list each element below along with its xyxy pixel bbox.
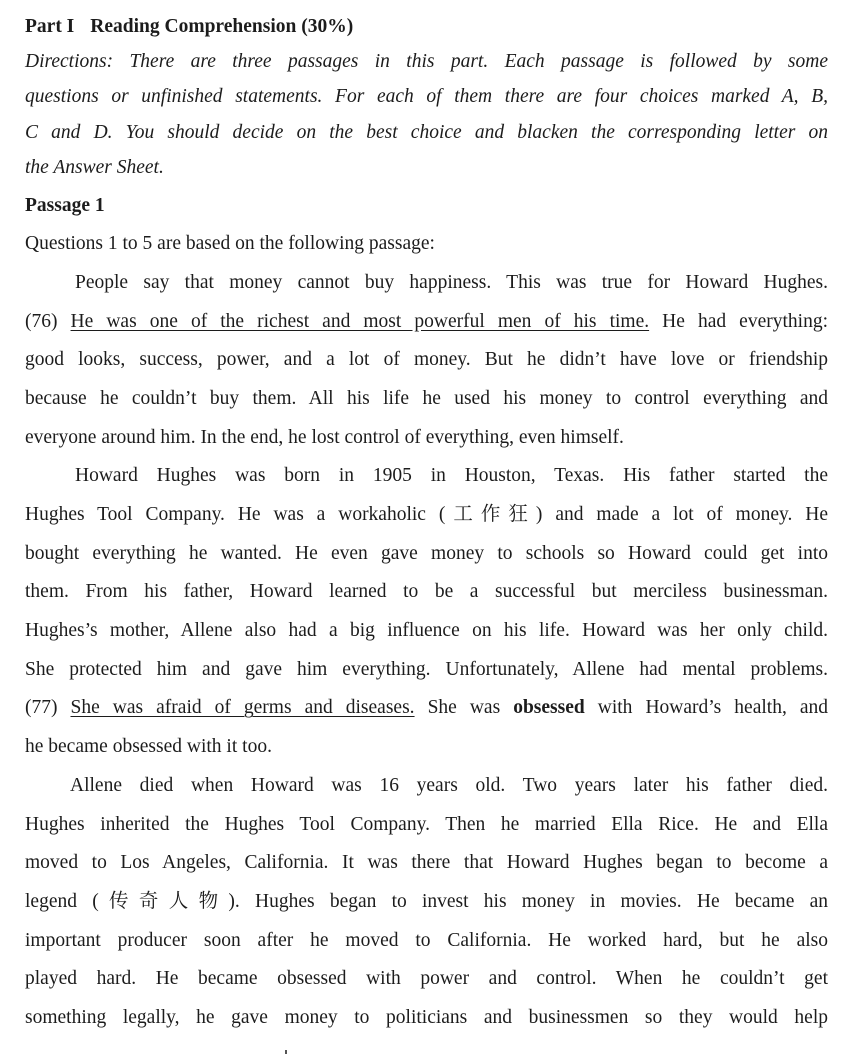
text-span: with Howard’s health, and (584, 697, 828, 719)
underlined-sentence: She was afraid of germs and diseases. (70, 697, 415, 719)
paragraph-3 (25, 767, 828, 1038)
exam-page (25, 12, 828, 1038)
text-line: She protected him and gave him everything. Unfortunately, Allene had mental problems. (25, 658, 828, 680)
directions (25, 44, 828, 185)
text-span: He had everything: (649, 310, 828, 332)
paragraph-2 (25, 457, 828, 767)
directions-line: the Answer Sheet. (25, 156, 164, 178)
scan-mark (285, 1050, 287, 1054)
directions-line: C and D. You should decide on the best choice and blacken the corresponding letter on (25, 121, 828, 143)
question-number: (77) (25, 697, 71, 719)
paragraph-1 (25, 264, 828, 457)
part-label: Part I (25, 16, 75, 37)
text-span: She was (414, 697, 514, 719)
directions-line: questions or unfinished statements. For each of them there are four choices marked A, B, (25, 86, 828, 108)
question-number: (76) (25, 310, 71, 332)
section-heading (25, 12, 828, 44)
text-line: important producer soon after he moved to California. He worked hard, but he also (25, 929, 828, 951)
text-line: Hughes’s mother, Allene also had a big influence on his life. Howard was her only child. (25, 620, 828, 642)
text-line: People say that money cannot buy happiness. This was true for Howard Hughes. (75, 271, 828, 293)
text-line: Hughes Tool Company. He was a workaholic (工作狂) and made a lot of money. He (25, 504, 828, 525)
section-title: Reading Comprehension (30%) (90, 16, 354, 37)
text-line: everyone around him. In the end, he lost control of everything, even himself. (25, 426, 624, 448)
text-line: moved to Los Angeles, California. It was there that Howard Hughes began to become a (25, 852, 828, 874)
text-line: them. From his father, Howard learned to be a successful but merciless businessman. (25, 581, 828, 603)
text-line: Allene died when Howard was 16 years old. Two years later his father died. (70, 774, 828, 796)
passage-intro: Questions 1 to 5 are based on the following passage: (25, 233, 435, 255)
underlined-sentence: He was one of the richest and most powerful men of his time. (70, 310, 650, 332)
directions-line: Directions: There are three passages in this part. Each passage is followed by some (25, 51, 828, 72)
text-line (25, 303, 828, 342)
bold-word: obsessed (513, 697, 585, 719)
text-line: legend (传奇人物). Hughes began to invest his money in movies. He became an (25, 890, 828, 912)
passage-title: Passage 1 (25, 195, 105, 217)
text-line: because he couldn’t buy them. All his life he used his money to control everything and (25, 387, 828, 409)
text-line (25, 689, 828, 728)
text-line: he became obsessed with it too. (25, 736, 272, 758)
text-line: good looks, success, power, and a lot of money. But he didn’t have love or friendship (25, 349, 828, 371)
text-line: something legally, he gave money to politicians and businessmen so they would help (25, 1006, 828, 1028)
text-line: played hard. He became obsessed with power and control. When he couldn’t get (25, 968, 828, 990)
text-line: Hughes inherited the Hughes Tool Company. Then he married Ella Rice. He and Ella (25, 813, 828, 835)
text-line: bought everything he wanted. He even gave money to schools so Howard could get into (25, 542, 828, 564)
text-line: Howard Hughes was born in 1905 in Houston, Texas. His father started the (75, 465, 828, 487)
